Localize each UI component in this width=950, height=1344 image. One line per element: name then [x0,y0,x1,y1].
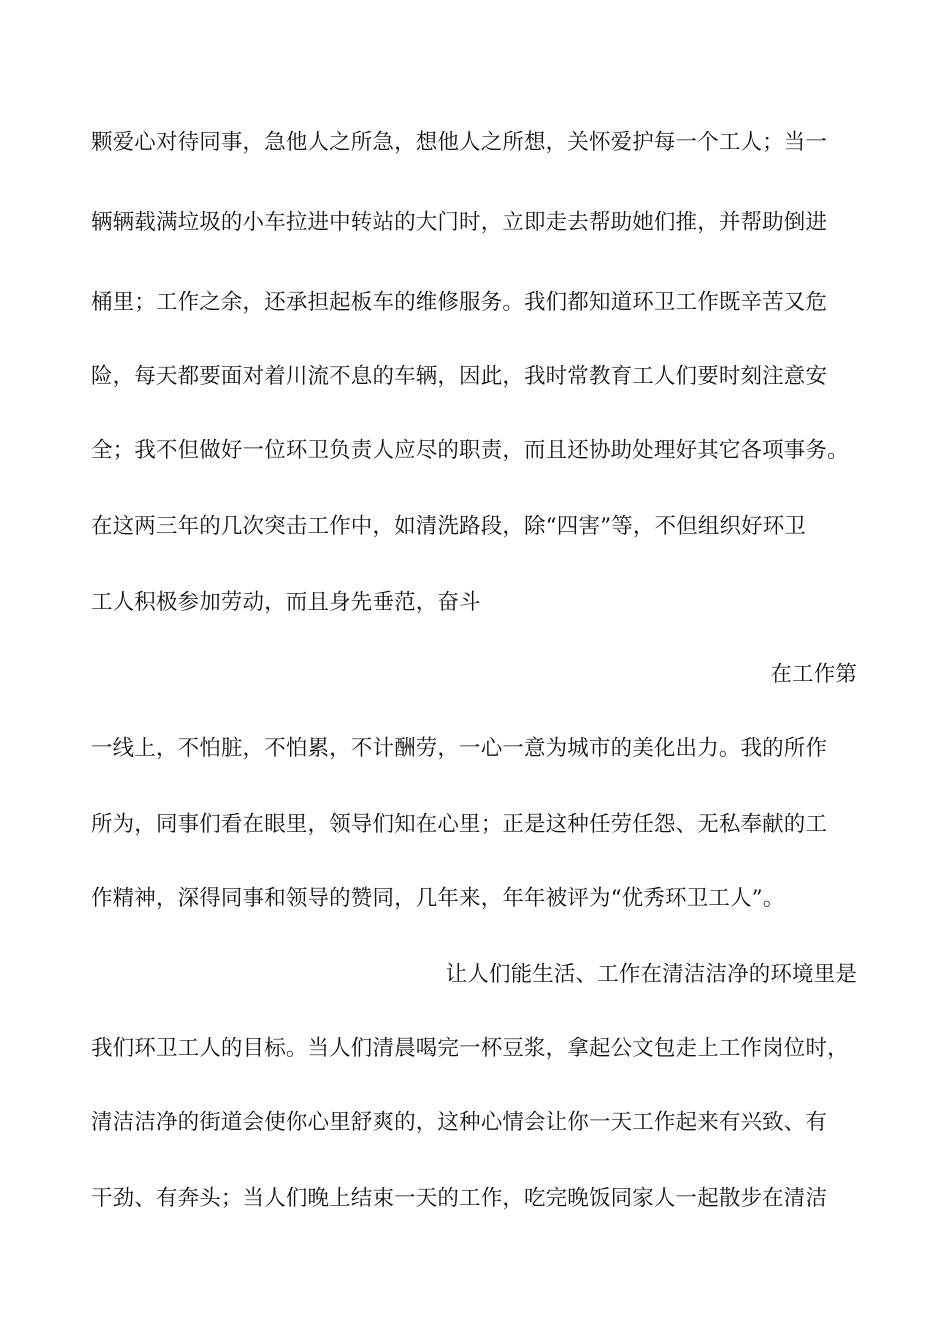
text-line-9: 一线上，不怕脏，不怕累，不计酬劳，一心一意为城市的美化出力。我的所作 [91,736,828,761]
text-line-11: 作精神，深得同事和领导的赞同，几年来，年年被评为“优秀环卫工人”。 [91,886,785,911]
text-line-12-right: 让人们能生活、工作在清洁洁净的环境里是 [445,962,857,987]
text-line-1: 颗爱心对待同事，急他人之所急，想他人之所想，关怀爱护每一个工人；当一 [91,130,828,155]
text-line-3: 桶里；工作之余，还承担起板车的维修服务。我们都知道环卫工作既辛苦又危 [91,290,828,315]
text-line-6: 在这两三年的几次突击工作中，如清洗路段，除“四害”等，不但组织好环卫 [91,514,807,539]
text-line-5: 全；我不但做好一位环卫负责人应尽的职责，而且还协助处理好其它各项事务。 [91,438,849,463]
text-line-15: 干劲、有奔头；当人们晚上结束一天的工作，吃完晚饭同家人一起散步在清洁 [91,1186,828,1211]
text-line-13: 我们环卫工人的目标。当人们清晨喝完一杯豆浆，拿起公文包走上工作岗位时， [91,1036,849,1061]
text-line-7: 工人积极参加劳动，而且身先垂范，奋斗 [91,590,481,615]
text-line-14: 清洁洁净的街道会使你心里舒爽的，这种心情会让你一天工作起来有兴致、有 [91,1110,828,1135]
text-line-8-right: 在工作第 [770,662,857,687]
text-line-4: 险，每天都要面对着川流不息的车辆，因此，我时常教育工人们要时刻注意安 [91,364,828,389]
text-line-10: 所为，同事们看在眼里，领导们知在心里；正是这种任劳任怨、无私奉献的工 [91,812,828,837]
text-line-2: 辆辆载满垃圾的小车拉进中转站的大门时，立即走去帮助她们推，并帮助倒进 [91,210,828,235]
